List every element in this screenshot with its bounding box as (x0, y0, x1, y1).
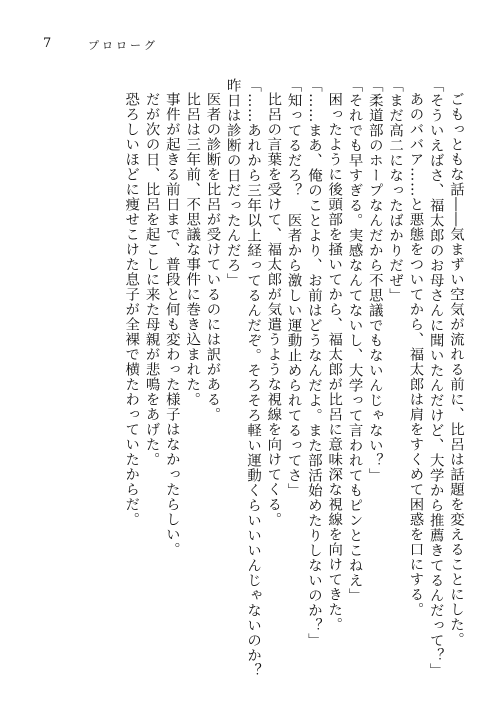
text-line: 「……まあ、俺のことより、お前はどうなんだよ。また部活始めたりしないのか？」 (305, 78, 322, 648)
text-line: 比呂の言葉を受けて、福太郎が気遣うような視線を向けてくる。 (265, 92, 282, 528)
text-line: 「知ってるだろ？ 医者から激しい運動止められてるってさ」 (285, 78, 302, 498)
text-line: 「まだ高二になったばかりだぜ」 (387, 78, 404, 303)
text-line: 「柔道部のホープなんだから不思議でもないんじゃない？」 (366, 78, 383, 483)
text-line: だが次の日、比呂を起こしに来た母親が悲鳴をあげた。 (143, 92, 160, 468)
vertical-text-body (32, 78, 466, 696)
text-line: 医者の診断を比呂が受けているのには訳がある。 (204, 92, 221, 423)
text-line: 昨日は診断の日だったんだろ」 (224, 78, 241, 288)
text-line: 困ったように後頭部を掻いてから、福太郎が比呂に意味深な視線を向けてきた。 (326, 92, 343, 633)
text-line: あのババア……と悪態をついてから、福太郎は肩をすくめて困惑を口にする。 (407, 92, 424, 618)
running-title: プロローグ (88, 39, 158, 52)
text-line: 比呂は三年前、不思議な事件に巻き込まれた。 (184, 92, 201, 408)
page-number: 7 (43, 36, 53, 51)
text-line: 「そういえばさ、福太郎のお母さんに聞いたんだけど、大学から推薦きてるんだって？」 (427, 78, 444, 678)
text-line: 「それでも早すぎる。実感なんてないし、大学って言われてもピンとこねえ」 (346, 78, 363, 603)
text-line: ごもっともな話――気まずい空気が流れる前に、比呂は話題を変えることにした。 (448, 92, 464, 648)
page-header (0, 36, 500, 56)
text-line: 「……あれから三年以上経ってるんだぞ。そろそろ軽い運動くらいいいんじゃないのか？ (245, 78, 262, 678)
text-line: 恐ろしいほどに痩せこけた息子が全裸で横たわっていたからだ。 (123, 92, 140, 528)
text-line: 事件が起きる前日まで、普段と何も変わった様子はなかったらしい。 (163, 92, 180, 558)
